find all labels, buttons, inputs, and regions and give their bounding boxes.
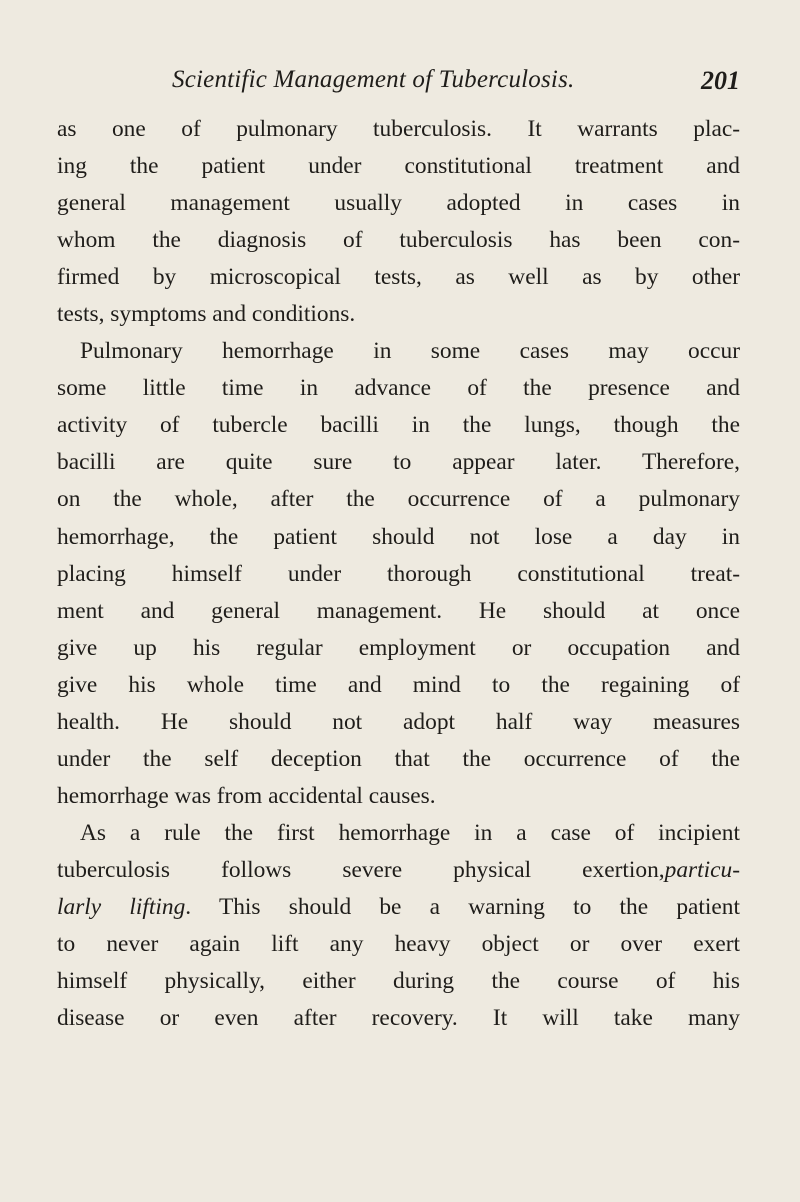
text-line-content: ing the patient under constitutional treatment and [57,153,740,180]
text-line-content: hemorrhage, the patient should not lose a day in [57,523,740,550]
text-line [57,333,740,370]
text-line [57,222,740,259]
text-line [57,111,740,148]
text-line [57,741,740,778]
text-line-content: Pulmonary hemorrhage in some cases may occur [80,338,740,365]
text-line [57,519,740,556]
text-line [57,370,740,407]
text-line-content: give up his regular employment or occupation and [57,634,740,661]
text-line [57,778,740,815]
text-line [57,407,740,444]
text-line [57,630,740,667]
text-line [57,963,740,1000]
text-line-content: health. He should not adopt half way measures [57,708,740,735]
text-line-tail: . This should be a warning to the patient [185,893,740,920]
running-head [172,66,740,106]
text-line-content: hemorrhage was from accidental causes. [57,782,436,809]
text-line-content: himself physically, either during the course of his [57,968,740,995]
italic-emphasis: larly lifting [57,893,186,920]
text-line-content: under the self deception that the occurrence of the [57,745,740,772]
text-line [57,667,740,704]
text-line-content: firmed by microscopical tests, as well as by other [57,264,740,291]
text-line-content: whom the diagnosis of tuberculosis has been con- [57,227,740,254]
body-text [57,111,740,1037]
page-number: 201 [701,66,740,95]
text-line-content: activity of tubercle bacilli in the lungs, though the [57,412,740,439]
text-line-content: as one of pulmonary tuberculosis. It warrants plac- [57,116,740,142]
text-line [57,556,740,593]
text-line-content: some little time in advance of the presence and [57,375,740,402]
text-line-content: tests, symptoms and conditions. [57,301,356,328]
italic-emphasis: particu- [664,856,740,883]
text-line-content: ment and general management. He should at once [57,597,740,624]
text-line [57,593,740,630]
running-head-title: Scientific Management of Tuberculosis. [172,66,575,93]
text-line-content: placing himself under thorough constitutional treat- [57,560,740,587]
text-line [57,148,740,185]
text-line-content: give his whole time and mind to the regaining of [57,671,740,698]
text-line [57,185,740,222]
text-line-content: bacilli are quite sure to appear later. Therefore, [57,449,740,476]
text-line [57,815,740,852]
text-line [57,481,740,518]
text-line-content: disease or even after recovery. It will take many [57,1005,740,1032]
text-line-content: on the whole, after the occurrence of a pulmonary [57,486,740,513]
text-line [57,704,740,741]
text-line-content: general management usually adopted in cases in [57,190,740,217]
text-line-content: to never again lift any heavy object or over exert [57,931,740,958]
text-line [57,852,740,889]
text-line [57,444,740,481]
text-line-content: As a rule the first hemorrhage in a case of incipient [80,819,740,846]
text-line [57,259,740,296]
text-line [57,1000,740,1037]
text-line-content: tuberculosis follows severe physical exertion, [57,856,665,883]
text-line [57,926,740,963]
text-line [57,296,740,333]
text-line [57,889,740,926]
